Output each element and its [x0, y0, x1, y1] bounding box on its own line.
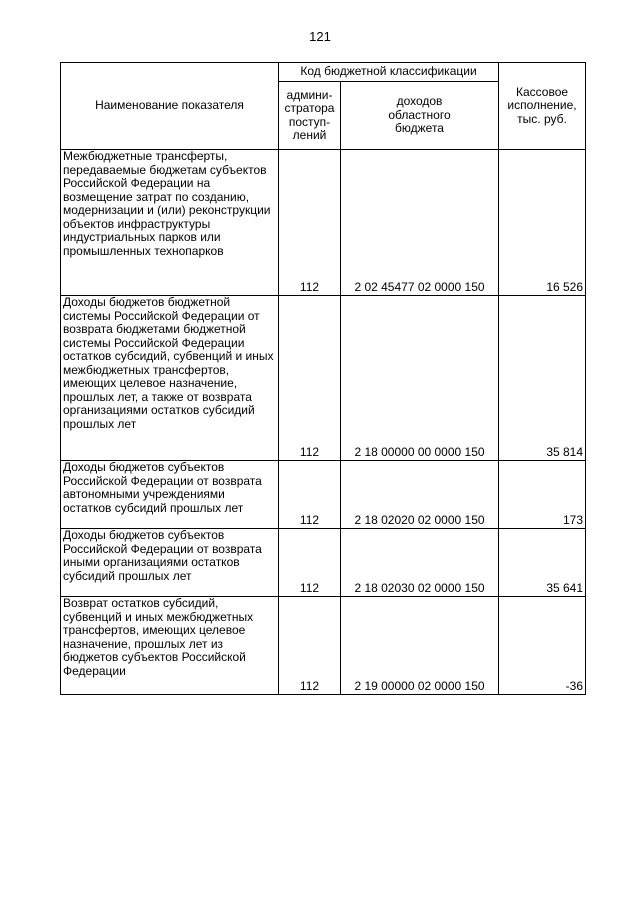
table-row: [61, 529, 586, 597]
header-administrator: [279, 82, 341, 150]
budget-table: [60, 62, 586, 695]
header-admin-line: лений: [292, 128, 327, 142]
header-indicator-name: Наименование показателя: [61, 63, 279, 150]
amount-cell: 16 526: [499, 150, 586, 296]
amount-cell: 35 814: [499, 296, 586, 461]
header-regional-income: [341, 82, 499, 150]
amount-cell: 173: [499, 461, 586, 529]
classification-code-cell: 2 02 45477 02 0000 150: [341, 150, 499, 296]
indicator-name-cell: [61, 461, 279, 529]
indicator-name-text: Доходы бюджетов субъектов Российской Федерации от возврата автономными учреждениями остатков субсидий прошлых лет: [63, 461, 262, 515]
amount-cell: 35 641: [499, 529, 586, 597]
header-income-line: доходов: [396, 94, 443, 109]
header-row-top: [61, 63, 586, 82]
indicator-name-cell: Межбюджетные трансферты, передаваемые бюджетам субъектов Российской Федерации на возмещение затрат по созданию, модернизации и (или) реконструкции объектов инфраструктуры индустриальных парков или промышленных технопарков: [61, 150, 279, 296]
amount-cell: -36: [499, 597, 586, 695]
administrator-code-cell: 112: [279, 296, 341, 461]
page-number: 121: [309, 29, 331, 44]
indicator-name-cell: Доходы бюджетов бюджетной системы Российской Федерации от возврата бюджетами бюджетной системы Российской Федерации остатков субсидий, субвенций и иных межбюджетных трансфертов, имеющих целевое назначение, прошлых лет, а также от возврата организациями остатков субсидий прошлых лет: [61, 296, 279, 461]
table-row: [61, 150, 586, 296]
administrator-code-cell: 112: [279, 529, 341, 597]
header-admin-line: стратора: [284, 101, 335, 115]
indicator-name-cell: Доходы бюджетов субъектов Российской Федерации от возврата иными организациями остатков субсидий прошлых лет: [61, 529, 279, 597]
header-admin-line: поступ-: [288, 114, 331, 129]
table-row: [61, 461, 586, 529]
indicator-name-cell: Возврат остатков субсидий, субвенций и иных межбюджетных трансфертов, имеющих целевое назначение, прошлых лет из бюджетов субъектов Российской Федерации: [61, 597, 279, 695]
header-execution-line: тыс. руб.: [517, 111, 567, 126]
header-classification-code: Код бюджетной классификации: [279, 63, 499, 82]
table-row: [61, 597, 586, 695]
administrator-code-cell: 112: [279, 597, 341, 695]
table-row: [61, 296, 586, 461]
header-admin-line: админи-: [286, 87, 333, 102]
header-income-line: областного: [388, 107, 451, 122]
classification-code-cell: 2 18 02030 02 0000 150: [341, 529, 499, 597]
header-execution-line: Кассовое: [515, 84, 569, 99]
header-execution-line: исполнение,: [507, 98, 577, 113]
administrator-code-cell: 112: [279, 461, 341, 529]
header-cash-execution: [499, 63, 586, 150]
classification-code-cell: 2 18 00000 00 0000 150: [341, 296, 499, 461]
classification-code-cell: 2 18 02020 02 0000 150: [341, 461, 499, 529]
header-income-line: бюджета: [395, 121, 444, 136]
classification-code-cell: 2 19 00000 02 0000 150: [341, 597, 499, 695]
administrator-code-cell: 112: [279, 150, 341, 296]
